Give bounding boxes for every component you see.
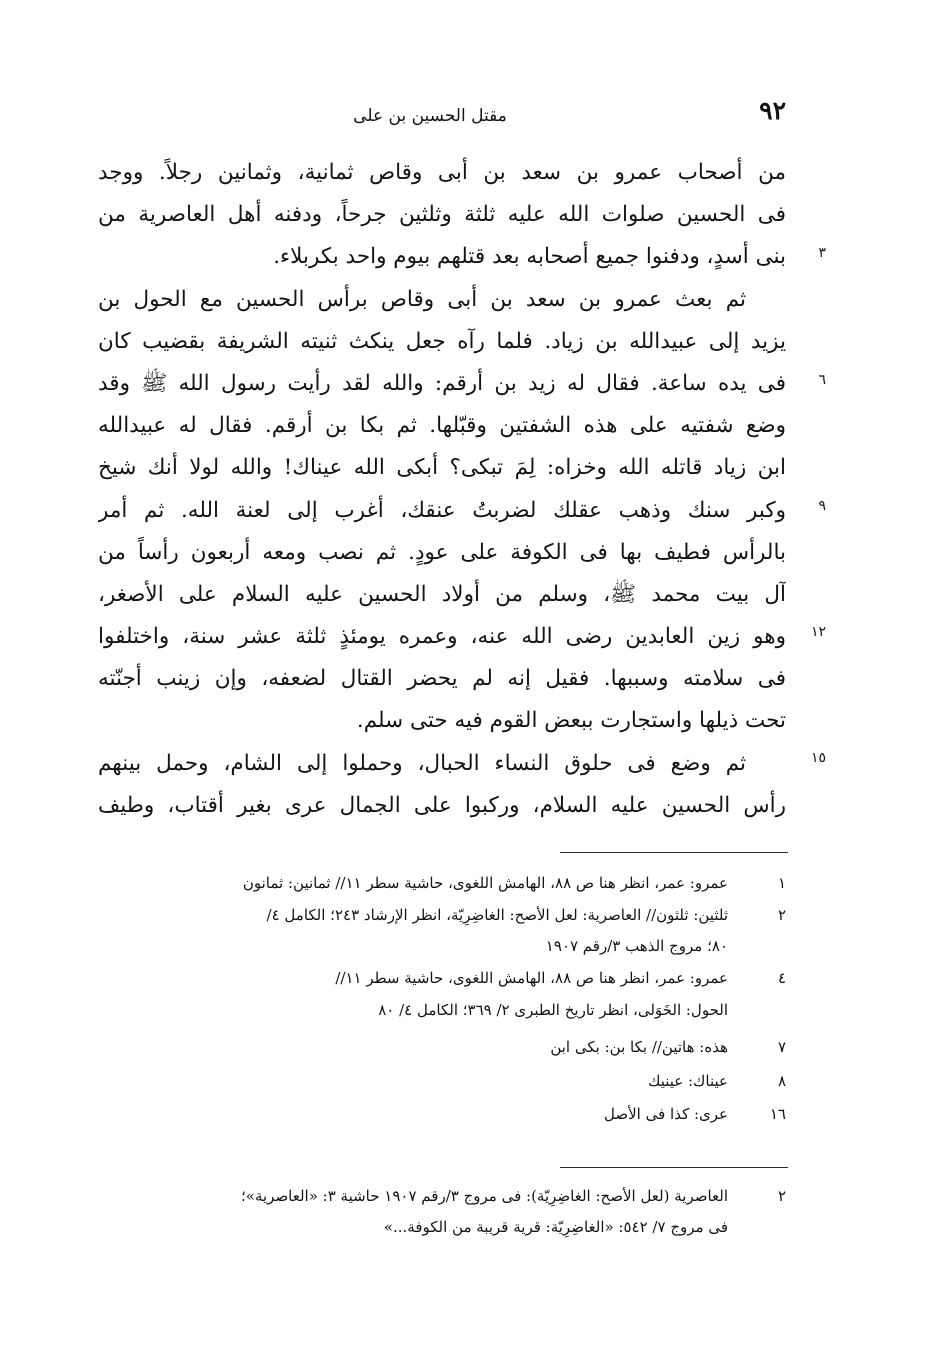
text-line: فى الحسين صلوات الله عليه ثلثة وثلثين جرحاً، ودفنه أهل العاصرية من bbox=[98, 202, 786, 228]
apparatus-note: ثلثين: ثلثون// العاصرية: لعل الأصح: الغاضِرِيّة، انظر الإرشاد ٢٤٣؛ الكامل ٤/ bbox=[266, 906, 728, 924]
margin-line-number: ١٥ bbox=[810, 750, 826, 766]
margin-line-number: ١٢ bbox=[810, 624, 826, 640]
footnote-continuation: فى مروج ٧/ ٥٤٢: «الغاضِرِيّة: قرية قريبة من الكوفة...» bbox=[383, 1218, 728, 1236]
running-header-title: مقتل الحسين بن على bbox=[353, 106, 507, 126]
apparatus-note-number: ١٦ bbox=[769, 1105, 786, 1123]
text-line: رأس الحسين عليه السلام، وركبوا على الجمال عرى بغير أقتاب، وطيف bbox=[98, 792, 786, 818]
text-line: بنى أسدٍ، ودفنوا جميع أصحابه بعد قتلهم بيوم واحد بكربلاء. bbox=[273, 244, 786, 270]
apparatus-note: عمرو: عمر، انظر هنا ص ٨٨، الهامش اللغوى، حاشية سطر ١١// bbox=[335, 969, 728, 987]
text-line: آل بيت محمد ﷺ، وسلم من أولاد الحسين عليه السلام على الأصغر، bbox=[98, 581, 786, 607]
text-line: فى سلامته وسببها. فقيل إنه لم يحضر القتال لضعفه، وإن زينب أجنّته bbox=[98, 666, 786, 692]
apparatus-note-number: ٤ bbox=[777, 969, 786, 987]
text-line: بالرأس فطيف بها فى الكوفة على عودٍ. ثم نصب ومعه أربعون رأساً من bbox=[98, 539, 786, 565]
margin-line-number: ٦ bbox=[818, 372, 826, 388]
margin-line-number: ٣ bbox=[818, 245, 826, 261]
apparatus-note-continuation: ٨٠؛ مروج الذهب ٣/رقم ١٩٠٧ bbox=[545, 937, 728, 955]
apparatus-note-number: ٢ bbox=[777, 906, 786, 924]
text-line: فى يده ساعة. فقال له زيد بن أرقم: والله لقد رأيت رسول الله ﷺ وقد bbox=[98, 370, 786, 396]
text-line: ثم وضع فى حلوق النساء الحبال، وحملوا إلى الشام، وحمل بينهم bbox=[98, 750, 746, 776]
text-line: وهو زين العابدين رضى الله عنه، وعمره يومئذٍ ثلثة عشر سنة، واختلفوا bbox=[98, 624, 786, 650]
apparatus-note-number: ٧ bbox=[777, 1038, 786, 1056]
footnote-divider bbox=[560, 1167, 788, 1168]
footnote: العاصرية (لعل الأصح: الغاضِرِيّة): فى مروج ٣/رقم ١٩٠٧ حاشية ٣: «العاصرية»؛ bbox=[241, 1187, 728, 1205]
text-line: تحت ذيلها واستجارت ببعض القوم فيه حتى سلم. bbox=[356, 708, 786, 734]
text-line: وكبر سنك وذهب عقلك لضربتُ عنقك، أغرب إلى لعنة الله. ثم أمر bbox=[98, 497, 786, 523]
main-text-block bbox=[98, 152, 786, 827]
text-line: وضع شفتيه على هذه الشفتين وقبّلها. ثم بكا بن أرقم. فقال له عبيدالله bbox=[98, 413, 786, 439]
apparatus-note: هذه: هاتين// بكا بن: بكى ابن bbox=[550, 1038, 728, 1056]
apparatus-note-continuation: الحول: الخَوَلى، انظر تاريخ الطبرى ٢/ ٣٦٩؛ الكامل ٤/ ٨٠ bbox=[378, 1001, 728, 1019]
apparatus-note: عيناك: عينيك bbox=[648, 1072, 728, 1090]
footnote-number: ٢ bbox=[777, 1187, 786, 1205]
apparatus-note: عرى: كذا فى الأصل bbox=[604, 1105, 728, 1123]
text-line: ثم بعث عمرو بن سعد بن أبى وقاص برأس الحسين مع الحول بن bbox=[98, 286, 746, 312]
apparatus-note-number: ١ bbox=[777, 874, 786, 892]
apparatus-note-number: ٨ bbox=[777, 1072, 786, 1090]
apparatus-note: عمرو: عمر، انظر هنا ص ٨٨، الهامش اللغوى، حاشية سطر ١١// ثمانين: ثمانون bbox=[242, 874, 728, 892]
text-line: يزيد إلى عبيدالله بن زياد. فلما رآه جعل ينكث ثنيته الشريفة بقضيب كان bbox=[98, 328, 786, 354]
margin-line-number: ٩ bbox=[818, 498, 826, 514]
apparatus-divider bbox=[560, 852, 788, 853]
text-line: ابن زياد قاتله الله وخزاه: لِمَ تبكى؟ أبكى الله عيناك! والله لولا أنك شيخ bbox=[98, 455, 786, 481]
text-line: من أصحاب عمرو بن سعد بن أبى وقاص ثمانية، وثمانين رجلاً. ووجد bbox=[98, 160, 786, 185]
page-number: ٩٢ bbox=[759, 96, 786, 125]
